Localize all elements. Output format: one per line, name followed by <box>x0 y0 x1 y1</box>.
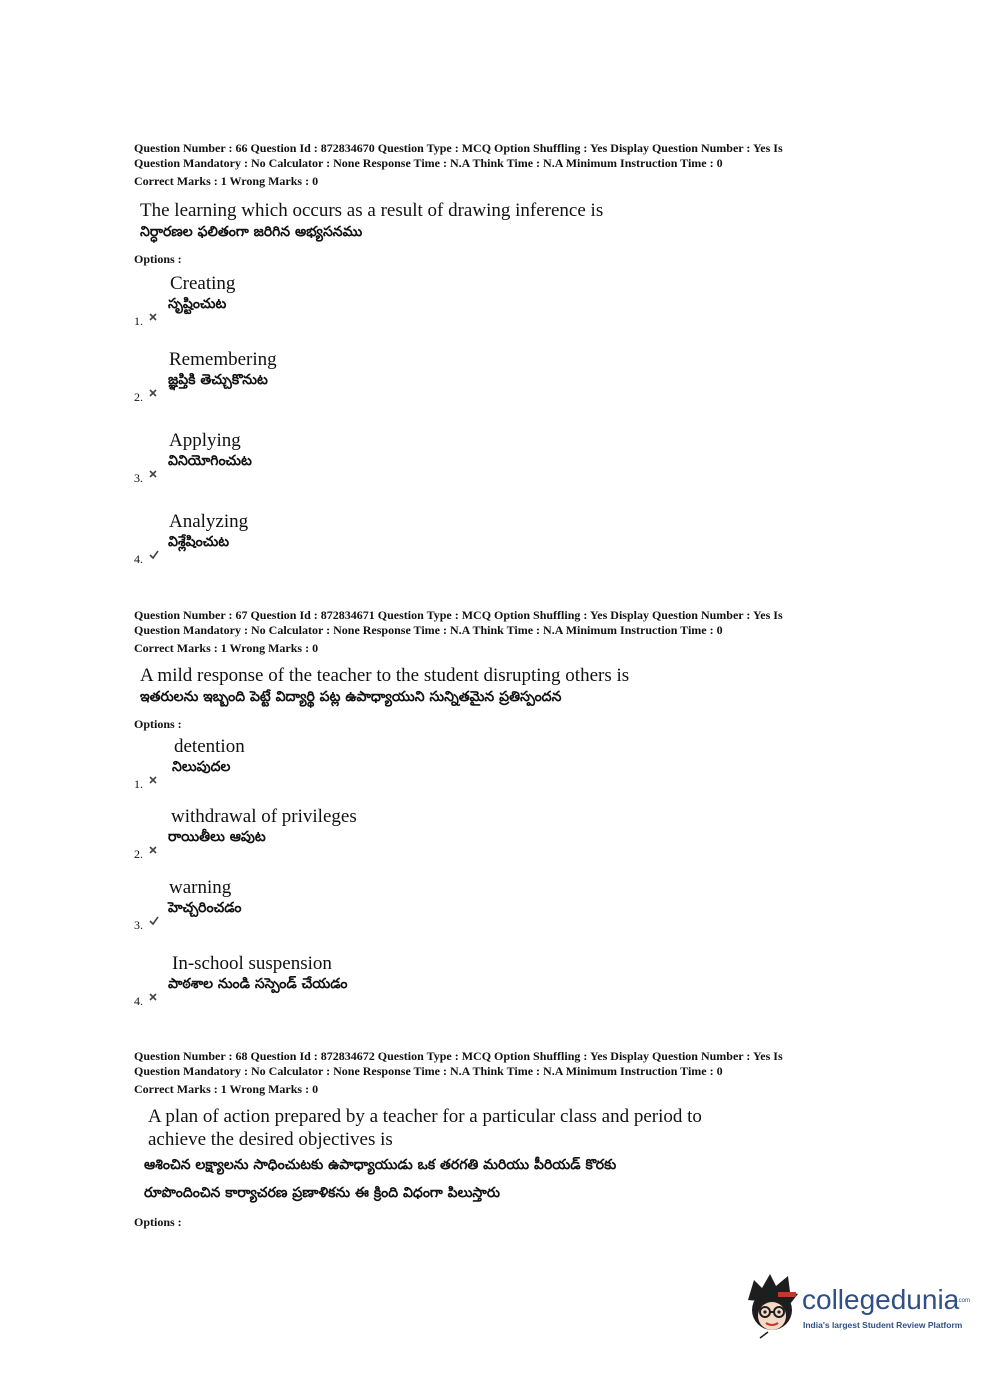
option-text-te: నిలుపుదల <box>172 759 231 775</box>
meta-line: Question Number : 68 Question Id : 872834672 Question Type : MCQ Option Shuffling : Yes Display Question Number : Yes Is <box>134 1049 783 1063</box>
question-meta <box>134 141 874 189</box>
meta-line: Question Mandatory : No Calculator : None Response Time : N.A Think Time : N.A Minimum Instruction Time : 0 <box>134 623 723 637</box>
question-68 <box>134 1049 874 1230</box>
option-text-te: హెచ్చరించడం <box>168 900 242 916</box>
option-number: 4. <box>134 552 143 566</box>
option-item <box>134 734 874 804</box>
option-item <box>134 875 874 951</box>
option-text-en: detention <box>174 736 245 757</box>
cross-mark-icon <box>148 312 158 322</box>
option-item <box>134 509 874 569</box>
option-number: 2. <box>134 390 143 404</box>
options-label: Options : <box>134 1215 182 1229</box>
check-mark-icon <box>148 550 160 560</box>
option-item <box>134 347 874 428</box>
meta-line: Question Mandatory : No Calculator : None Response Time : N.A Think Time : N.A Minimum Instruction Time : 0 <box>134 156 723 170</box>
question-text-te: నిర్ధారణల ఫలితంగా జరిగిన అభ్యసనము <box>140 224 363 240</box>
option-item <box>134 951 874 1011</box>
question-67 <box>134 608 874 1011</box>
option-number: 3. <box>134 471 143 485</box>
option-number: 4. <box>134 994 143 1008</box>
option-text-en: warning <box>169 877 232 898</box>
option-text-en: In-school suspension <box>172 953 332 974</box>
question-text-en: A mild response of the teacher to the student disrupting others is <box>140 665 630 686</box>
collegedunia-logo <box>740 1270 970 1340</box>
logo-tagline: India's largest Student Review Platform <box>803 1320 963 1330</box>
option-text-te: వినియోగించుట <box>168 453 252 469</box>
question-text-en: A plan of action prepared by a teacher for a particular class and period to <box>148 1106 702 1127</box>
option-text-te: పాఠశాల నుండి సస్పెండ్ చేయడం <box>168 976 348 992</box>
options-list <box>134 734 874 1011</box>
option-text-en: Applying <box>169 430 241 451</box>
option-text-en: Analyzing <box>169 511 249 532</box>
option-number: 2. <box>134 847 143 861</box>
option-item <box>134 271 874 347</box>
question-text-en: The learning which occurs as a result of drawing inference is <box>140 200 604 221</box>
options-label: Options : <box>134 252 182 266</box>
cross-mark-icon <box>148 469 158 479</box>
question-text-te: ఇతరులను ఇబ్బంది పెట్టే విద్యార్థి పట్ల ఉపాధ్యాయుని సున్నితమైన ప్రతిస్పందన <box>140 689 562 705</box>
logo-dotcom: .com <box>957 1298 971 1304</box>
mascot-icon <box>740 1270 802 1340</box>
check-mark-icon <box>148 916 160 926</box>
option-text-en: Remembering <box>169 349 277 370</box>
option-number: 1. <box>134 314 143 328</box>
marks-line: Correct Marks : 1 Wrong Marks : 0 <box>134 641 319 655</box>
meta-line: Question Number : 66 Question Id : 872834670 Question Type : MCQ Option Shuffling : Yes Display Question Number : Yes Is <box>134 141 783 155</box>
option-item <box>134 428 874 509</box>
cross-mark-icon <box>148 845 158 855</box>
meta-line: Question Number : 67 Question Id : 872834671 Question Type : MCQ Option Shuffling : Yes Display Question Number : Yes Is <box>134 608 783 622</box>
option-text-te: సృష్టించుట <box>168 296 227 312</box>
meta-line: Question Mandatory : No Calculator : None Response Time : N.A Think Time : N.A Minimum Instruction Time : 0 <box>134 1064 723 1078</box>
marks-line: Correct Marks : 1 Wrong Marks : 0 <box>134 174 319 188</box>
option-text-te: జ్ఞప్తికి తెచ్చుకొనుట <box>168 372 268 388</box>
options-label: Options : <box>134 717 182 731</box>
question-meta <box>134 608 874 656</box>
option-text-te: రాయితీలు ఆపుట <box>168 829 266 845</box>
option-text-en: withdrawal of privileges <box>171 806 357 827</box>
options-list <box>134 271 874 569</box>
cross-mark-icon <box>148 388 158 398</box>
question-66 <box>134 141 874 569</box>
option-number: 3. <box>134 918 143 932</box>
option-number: 1. <box>134 777 143 791</box>
logo-brand-text: collegedunia <box>802 1284 960 1315</box>
question-text-te: ఆశించిన లక్ష్యాలను సాధించుటకు ఉపాధ్యాయుడు ఒక తరగతి మరియు పీరియడ్ కొరకు <box>144 1157 617 1173</box>
option-text-en: Creating <box>170 273 236 294</box>
cross-mark-icon <box>148 992 158 1002</box>
question-text-en: achieve the desired objectives is <box>148 1129 393 1150</box>
option-item <box>134 804 874 875</box>
marks-line: Correct Marks : 1 Wrong Marks : 0 <box>134 1082 319 1096</box>
option-text-te: విశ్లేషించుట <box>168 534 230 550</box>
question-meta <box>134 1049 874 1097</box>
cross-mark-icon <box>148 775 158 785</box>
question-text-te: రూపొందించిన కార్యాచరణ ప్రణాళికను ఈ క్రింది విధంగా పిలుస్తారు <box>144 1185 500 1201</box>
